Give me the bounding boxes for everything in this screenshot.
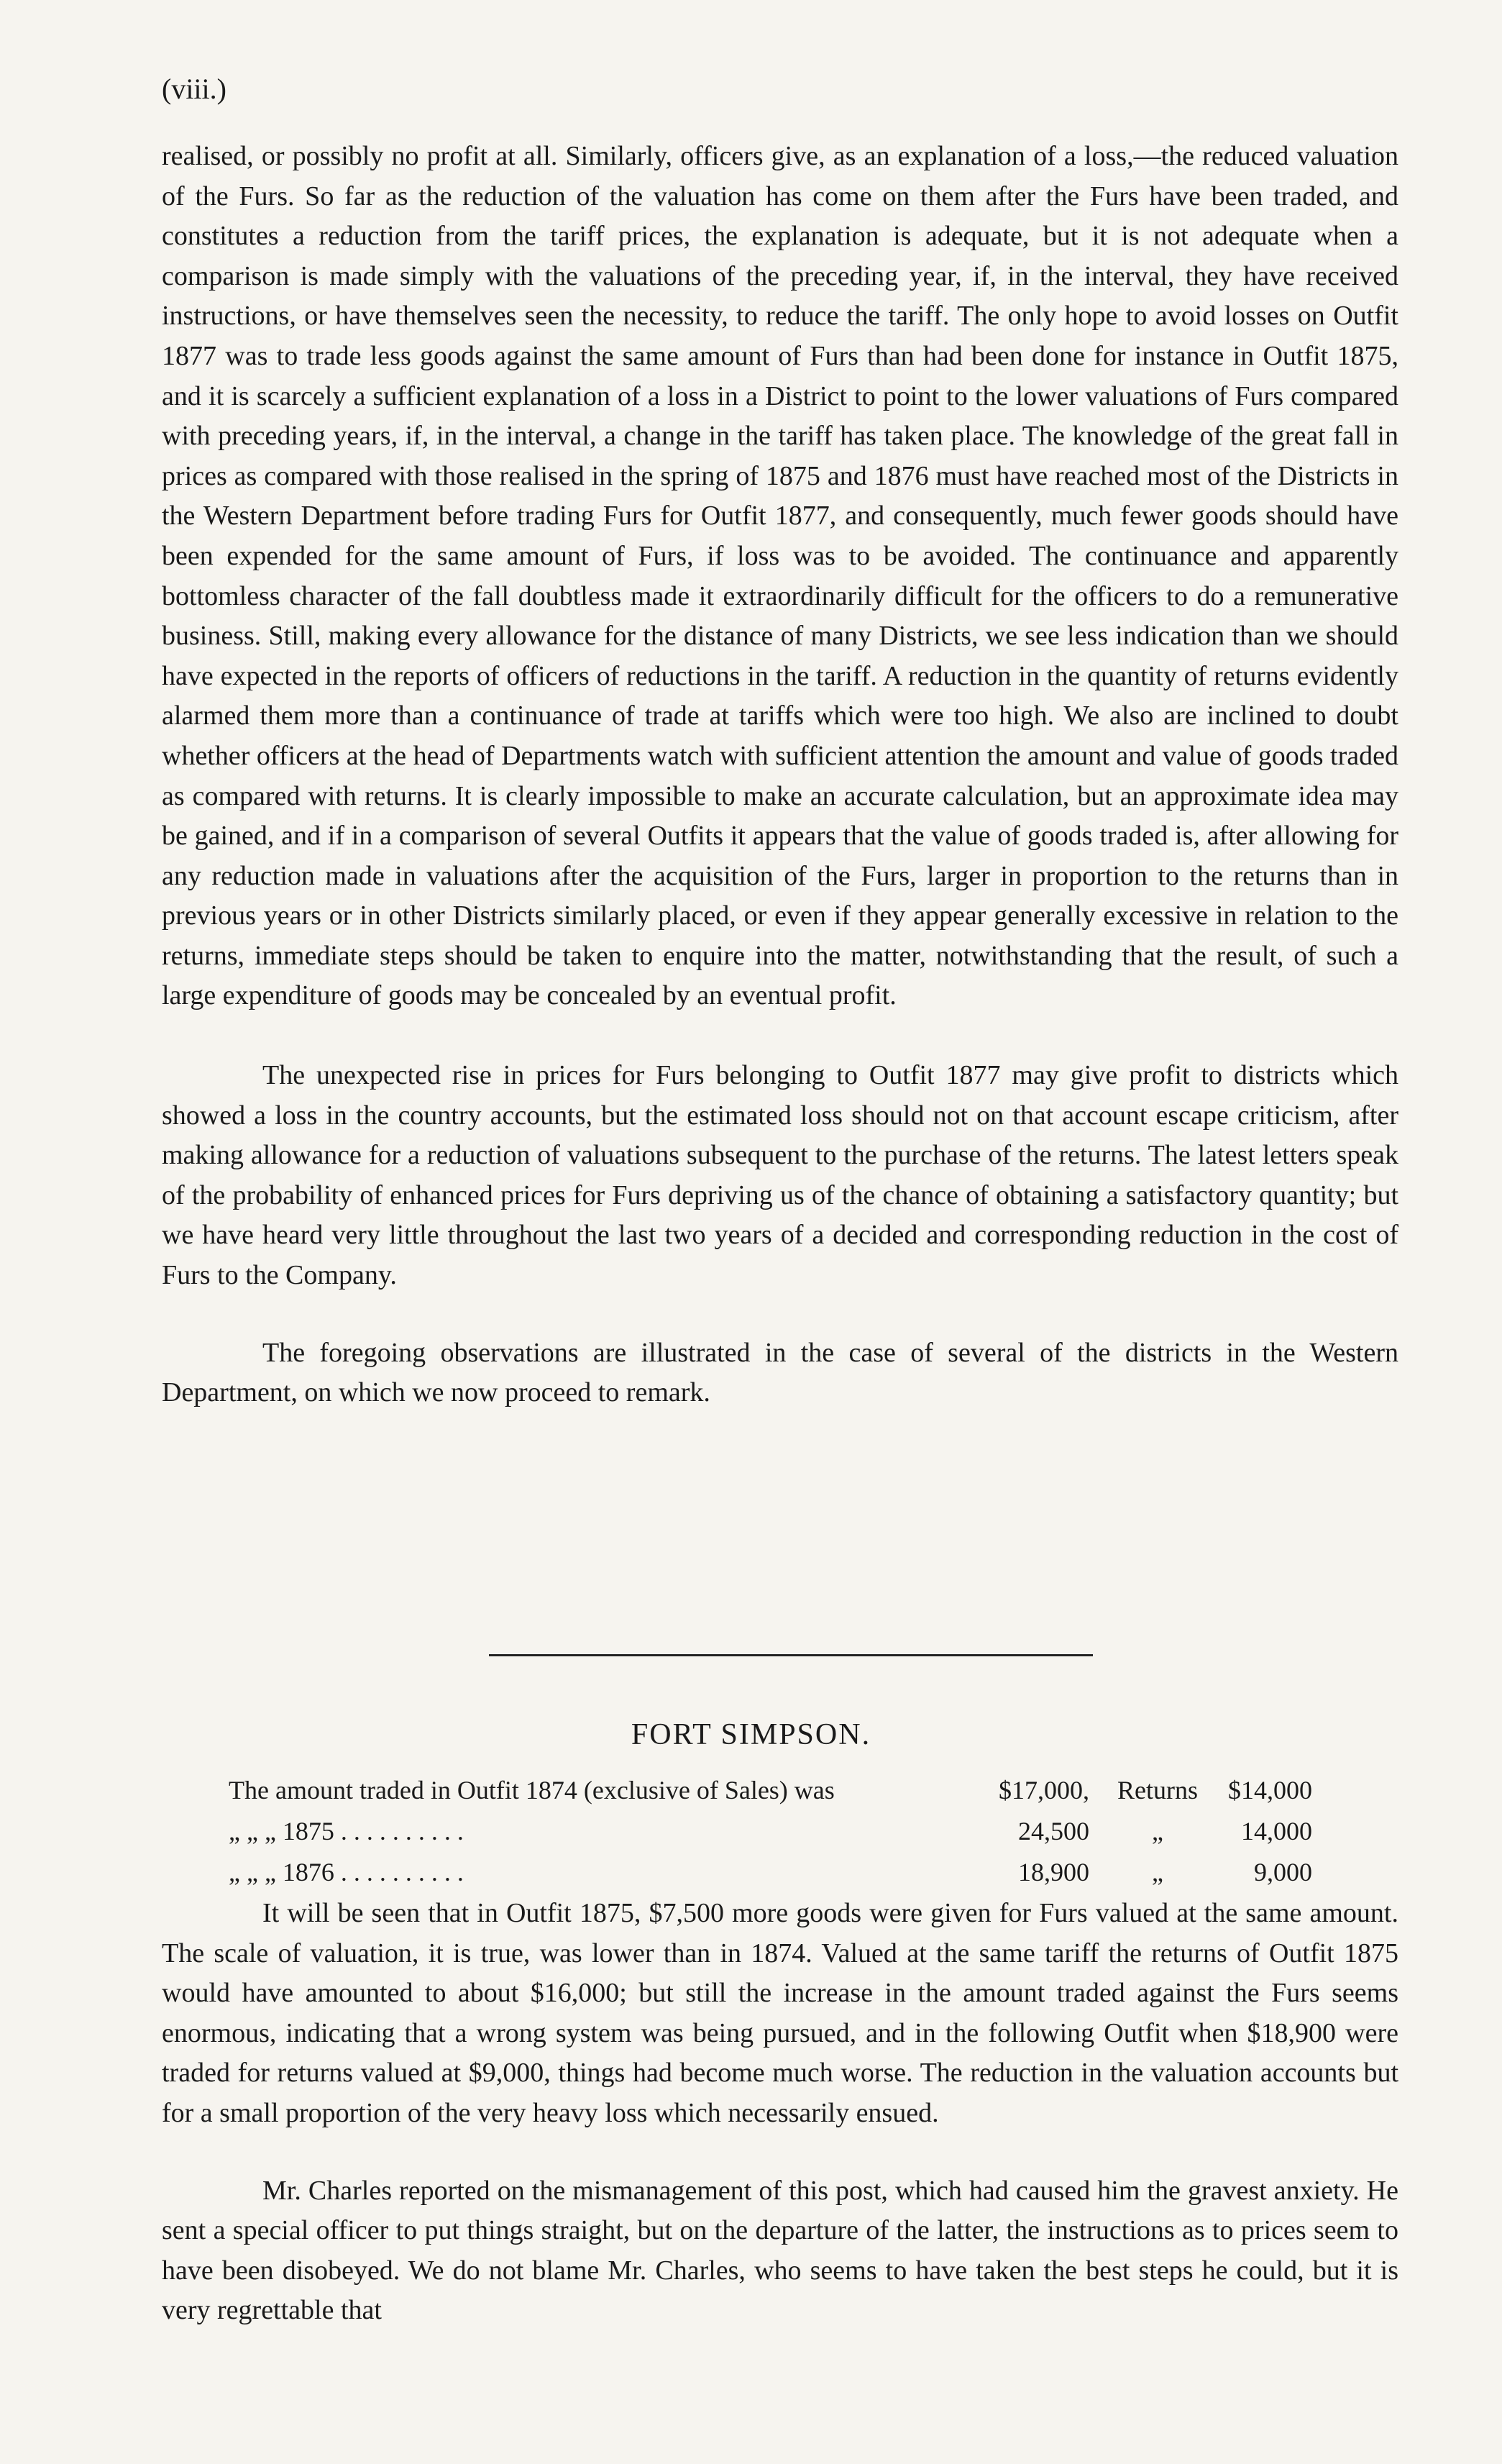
row-amount: 24,500 (1018, 1816, 1089, 1845)
section-paragraph-2: Mr. Charles reported on the mismanagement of this post, which had caused him the gravest anxiety. He sent a special officer to put things straight, but on the departure of the latter, the instructions as to prices seem to have been disobeyed. We do not blame Mr. Charles, who seems to have taken the best steps he could, but it is very regrettable that (162, 2175, 1398, 2326)
paragraph-1: realised, or possibly no profit at all. Similarly, officers give, as an explanation of a loss,—the reduced valuation of the Furs. So far as the reduction of the valuation has come on them after the Furs have been traded, and constitutes a reduction from the tariff prices, the explanation is adequate, but it is not adequate when a comparison is made simply with the valuations of the preceding year, if, in the interval, they have received instructions, or have themselves seen the necessity, to reduce the tariff. The only hope to avoid losses on Outfit 1877 was to trade less goods against the same amount of Furs than had been done for instance in Outfit 1875, and it is scarcely a sufficient explanation of a loss in a District to point to the lower valuations of Furs compared with preceding years, if, in the interval, a change in the tariff has taken place. The knowledge of the great fall in prices as compared with those realised in the spring of 1875 and 1876 must have reached most of the Districts in the Western Department before trading Furs for Outfit 1877, and consequently, much fewer goods should have been expended for the same amount of Furs, if loss was to be avoided. The continuance and apparently bottomless character of the fall doubtless made it extraordinarily difficult for the officers to do a remunerative business. Still, making every allowance for the distance of many Districts, we see less indication than we should have expected in the reports of officers of reductions in the tariff. A reduction in the quantity of returns evidently alarmed them more than a continuance of trade at tariffs which were too high. We also are inclined to doubt whether officers at the head of Departments watch with sufficient attention the amount and value of goods traded as compared with returns. It is clearly impossible to make an accurate calculation, but an approximate idea may be gained, and if in a comparison of several Outfits it appears that the value of goods traded is, after allowing for any reduction made in valuations after the acquisition of the Furs, larger in proportion to the returns than in previous years or in other Districts similarly placed, or even if they appear generally excessive in relation to the returns, immediate steps should be taken to enquire into the matter, notwithstanding that the result, of such a large expenditure of goods may be concealed by an eventual profit. (162, 141, 1398, 1011)
paragraph-3: The foregoing observations are illustrated in the case of several of the districts in the Western Department, on which we now proceed to remark. (162, 1337, 1398, 1408)
main-text (162, 137, 1398, 1413)
row-returns: 14,000 (1241, 1816, 1312, 1845)
row-label: The amount traded in Outfit 1874 (exclusive of Sales) was (229, 1775, 835, 1804)
row-returns-label: „ (1152, 1857, 1163, 1886)
section-heading: FORT SIMPSON. (631, 1718, 871, 1751)
section-text (162, 1894, 1398, 2331)
section-divider (489, 1654, 1093, 1656)
paragraph-2: The unexpected rise in prices for Furs belonging to Outfit 1877 may give profit to districts which showed a loss in the country accounts, but the estimated loss should not on that account escape criticism, after making allowance for a reduction of valuations subsequent to the purchase of the returns. The latest letters speak of the probability of enhanced prices for Furs depriving us of the chance of obtaining a satisfactory quantity; but we have heard very little throughout the last two years of a decided and corresponding reduction in the cost of Furs to the Company. (162, 1060, 1398, 1291)
table-row (229, 1810, 1312, 1851)
row-returns: $14,000 (1228, 1775, 1312, 1804)
page-number: (viii.) (162, 73, 226, 105)
row-returns-label: Returns (1117, 1775, 1198, 1804)
outfit-returns-table (229, 1769, 1312, 1892)
row-returns: 9,000 (1254, 1857, 1312, 1886)
table-row (229, 1769, 1312, 1810)
table-row (229, 1851, 1312, 1892)
row-amount: $17,000, (999, 1775, 1089, 1804)
row-amount: 18,900 (1018, 1857, 1089, 1886)
row-label: „ „ „ 1876 . . . . . . . . . . (229, 1857, 464, 1886)
section-paragraph-1: It will be seen that in Outfit 1875, $7,500 more goods were given for Furs valued at the same amount. The scale of valuation, it is true, was lower than in 1874. Valued at the same tariff the returns of Outfit 1875 would have amounted to about $16,000; but still the increase in the amount traded against the Furs seems enormous, indicating that a wrong system was being pursued, and in the following Outfit when $18,900 were traded for returns valued at $9,000, things had become much worse. The reduction in the valuation accounts but for a small proportion of the very heavy loss which necessarily ensued. (162, 1898, 1398, 2128)
row-returns-label: „ (1152, 1816, 1163, 1845)
row-label: „ „ „ 1875 . . . . . . . . . . (229, 1816, 464, 1845)
